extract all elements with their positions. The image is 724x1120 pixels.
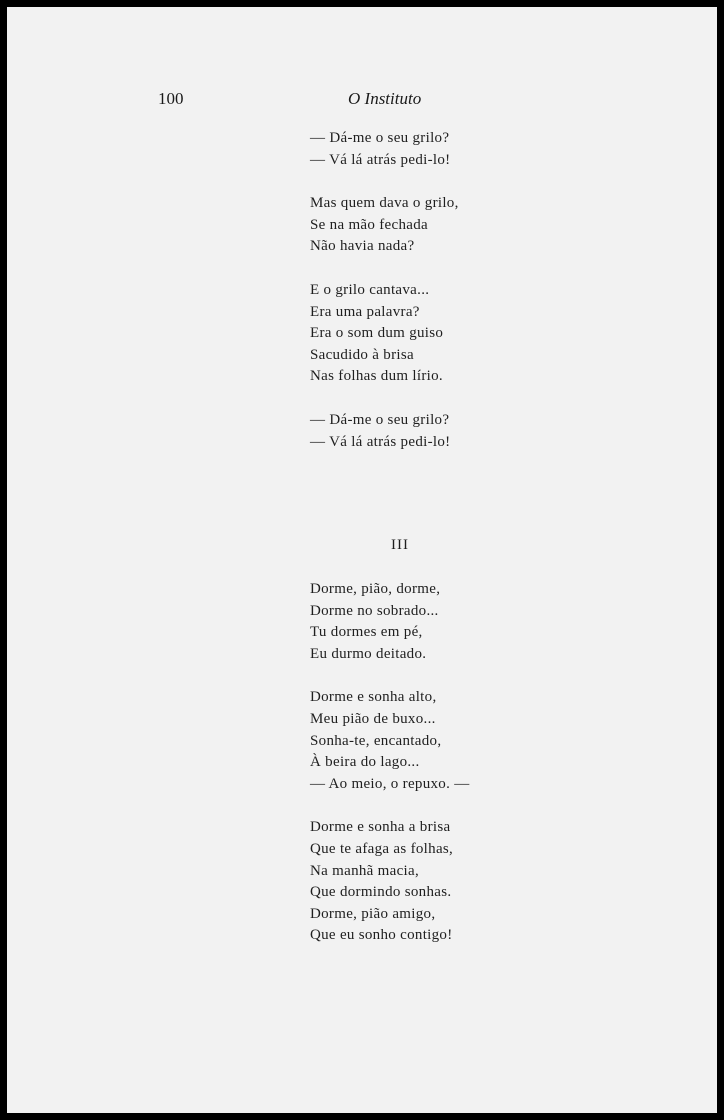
poem-line: E o grilo cantava...	[310, 281, 430, 298]
poem-part-a	[310, 128, 550, 453]
poem-line: Que eu sonho contigo!	[310, 927, 453, 944]
page-header	[7, 89, 717, 113]
poem-line: — Ao meio, o repuxo. —	[310, 775, 470, 792]
section-number: III	[391, 537, 409, 553]
poem-line: Que dormindo sonhas.	[310, 884, 452, 901]
poem-line: Eu durmo deitado.	[310, 645, 427, 662]
poem-line: Se na mão fechada	[310, 216, 428, 233]
poem-line: — Dá-me o seu grilo?	[310, 130, 450, 146]
poem-line: Dorme, pião amigo,	[310, 905, 436, 922]
poem-line: Sonha-te, encantado,	[310, 732, 442, 749]
poem-line: Era o som dum guiso	[310, 325, 444, 342]
poem-line: Dorme, pião, dorme,	[310, 581, 441, 597]
poem-line: Mas quem dava o grilo,	[310, 195, 459, 212]
poem-line: Dorme e sonha a brisa	[310, 819, 451, 836]
poem-line: Dorme no sobrado...	[310, 602, 439, 619]
stanza	[310, 280, 550, 388]
stanza	[310, 687, 550, 795]
stanza	[310, 193, 550, 258]
stanza	[310, 410, 550, 453]
poem-part-b	[310, 579, 550, 947]
poem-line: — Vá lá atrás pedi-lo!	[310, 151, 451, 168]
poem-line: Não havia nada?	[310, 238, 415, 255]
stanza	[310, 817, 550, 947]
poem-line: Na manhã macia,	[310, 862, 420, 879]
poem-line: — Vá lá atrás pedi-lo!	[310, 433, 451, 450]
poem-line: Dorme e sonha alto,	[310, 689, 437, 706]
running-head: O Instituto	[348, 89, 422, 108]
poem-line: À beira do lago...	[310, 754, 420, 771]
page-number: 100	[158, 89, 184, 108]
poem-line: Que te afaga as folhas,	[310, 840, 454, 857]
book-page	[7, 7, 717, 1113]
poem-line: Meu pião de buxo...	[310, 710, 436, 727]
poem-line: Sacudido à brisa	[310, 346, 414, 363]
stanza	[310, 579, 550, 665]
stanza	[310, 128, 550, 171]
poem-line: Tu dormes em pé,	[310, 624, 423, 641]
poem-line: Era uma palavra?	[310, 303, 420, 320]
poem-line: Nas folhas dum lírio.	[310, 368, 443, 385]
poem-line: — Dá-me o seu grilo?	[310, 411, 450, 428]
